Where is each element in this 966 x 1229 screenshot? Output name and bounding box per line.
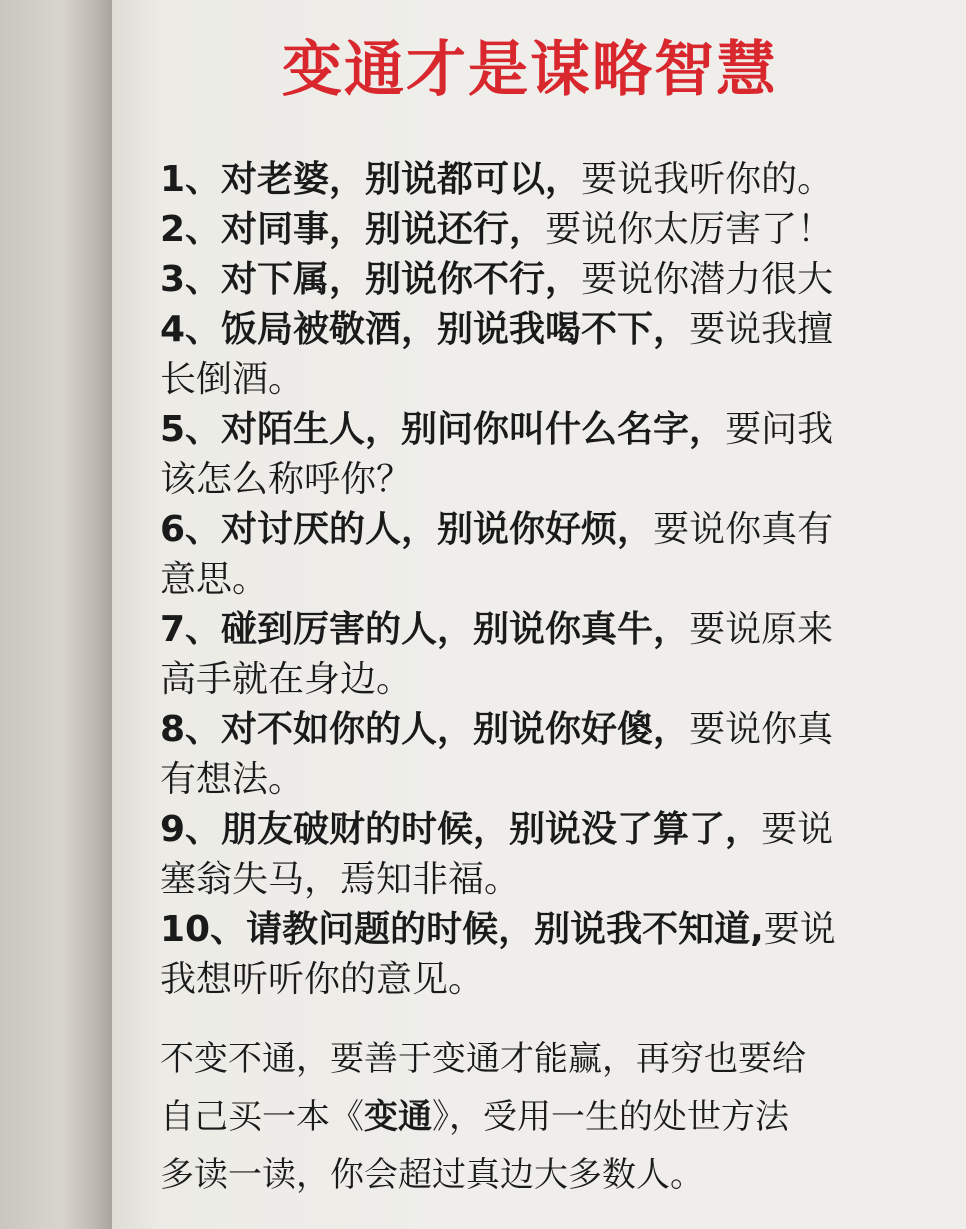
closing-line bbox=[160, 1088, 920, 1146]
item-lead: 2、对同事，别说还行， bbox=[160, 209, 546, 250]
list-item-continuation: 该怎么称呼你？ bbox=[160, 459, 413, 500]
item-rest: 要问我 bbox=[725, 409, 834, 450]
list-item bbox=[160, 405, 920, 455]
item-rest: 要说你太厉害了！ bbox=[545, 209, 834, 250]
item-lead: 1、对老婆，别说都可以， bbox=[160, 159, 582, 200]
item-lead: 9、朋友破财的时候，别说没了算了， bbox=[160, 809, 762, 850]
tips-list bbox=[160, 155, 920, 1005]
list-item bbox=[160, 205, 920, 255]
list-item bbox=[160, 905, 920, 955]
item-rest: 要说我擅 bbox=[689, 309, 834, 350]
book-title: 变通 bbox=[364, 1097, 432, 1137]
item-lead: 6、对讨厌的人，别说你好烦， bbox=[160, 509, 654, 550]
item-rest: 要说原来 bbox=[689, 609, 834, 650]
item-rest: 要说你真有 bbox=[653, 509, 834, 550]
item-rest: 要说 bbox=[761, 809, 834, 850]
list-item-continuation: 高手就在身边。 bbox=[160, 659, 413, 700]
closing-line: 不变不通，要善于变通才能赢，再穷也要给 bbox=[160, 1039, 806, 1079]
list-item-continuation: 意思。 bbox=[160, 559, 269, 600]
book-gutter bbox=[0, 0, 112, 1229]
item-lead: 4、饭局被敬酒，别说我喝不下， bbox=[160, 309, 690, 350]
list-item bbox=[160, 605, 920, 655]
closing-line: 多读一读，你会超过真边大多数人。 bbox=[160, 1155, 704, 1195]
list-item-continuation: 长倒酒。 bbox=[160, 359, 305, 400]
list-item bbox=[160, 305, 920, 355]
item-rest: 要说 bbox=[763, 909, 836, 950]
list-item bbox=[160, 805, 920, 855]
list-item-continuation: 塞翁失马，焉知非福。 bbox=[160, 859, 521, 900]
item-lead: 3、对下属，别说你不行， bbox=[160, 259, 582, 300]
item-rest: 要说我听你的。 bbox=[581, 159, 834, 200]
item-lead: 7、碰到厉害的人，别说你真牛， bbox=[160, 609, 690, 650]
item-lead: 5、对陌生人，别问你叫什么名字， bbox=[160, 409, 726, 450]
page-title: 变通才是谋略智慧 bbox=[282, 35, 778, 105]
list-item-continuation: 有想法。 bbox=[160, 759, 305, 800]
list-item bbox=[160, 505, 920, 555]
list-item bbox=[160, 255, 920, 305]
item-rest: 要说你潜力很大 bbox=[581, 259, 834, 300]
item-lead: 10、请教问题的时候，别说我不知道, bbox=[160, 909, 764, 950]
item-lead: 8、对不如你的人，别说你好傻， bbox=[160, 709, 690, 750]
closing-text: 》，受用一生的处世方法 bbox=[432, 1097, 789, 1137]
closing-paragraph bbox=[160, 1030, 920, 1204]
list-item bbox=[160, 155, 920, 205]
item-rest: 要说你真 bbox=[689, 709, 834, 750]
closing-text: 自己买一本《 bbox=[160, 1097, 364, 1137]
list-item bbox=[160, 705, 920, 755]
list-item-continuation: 我想听听你的意见。 bbox=[160, 959, 485, 1000]
